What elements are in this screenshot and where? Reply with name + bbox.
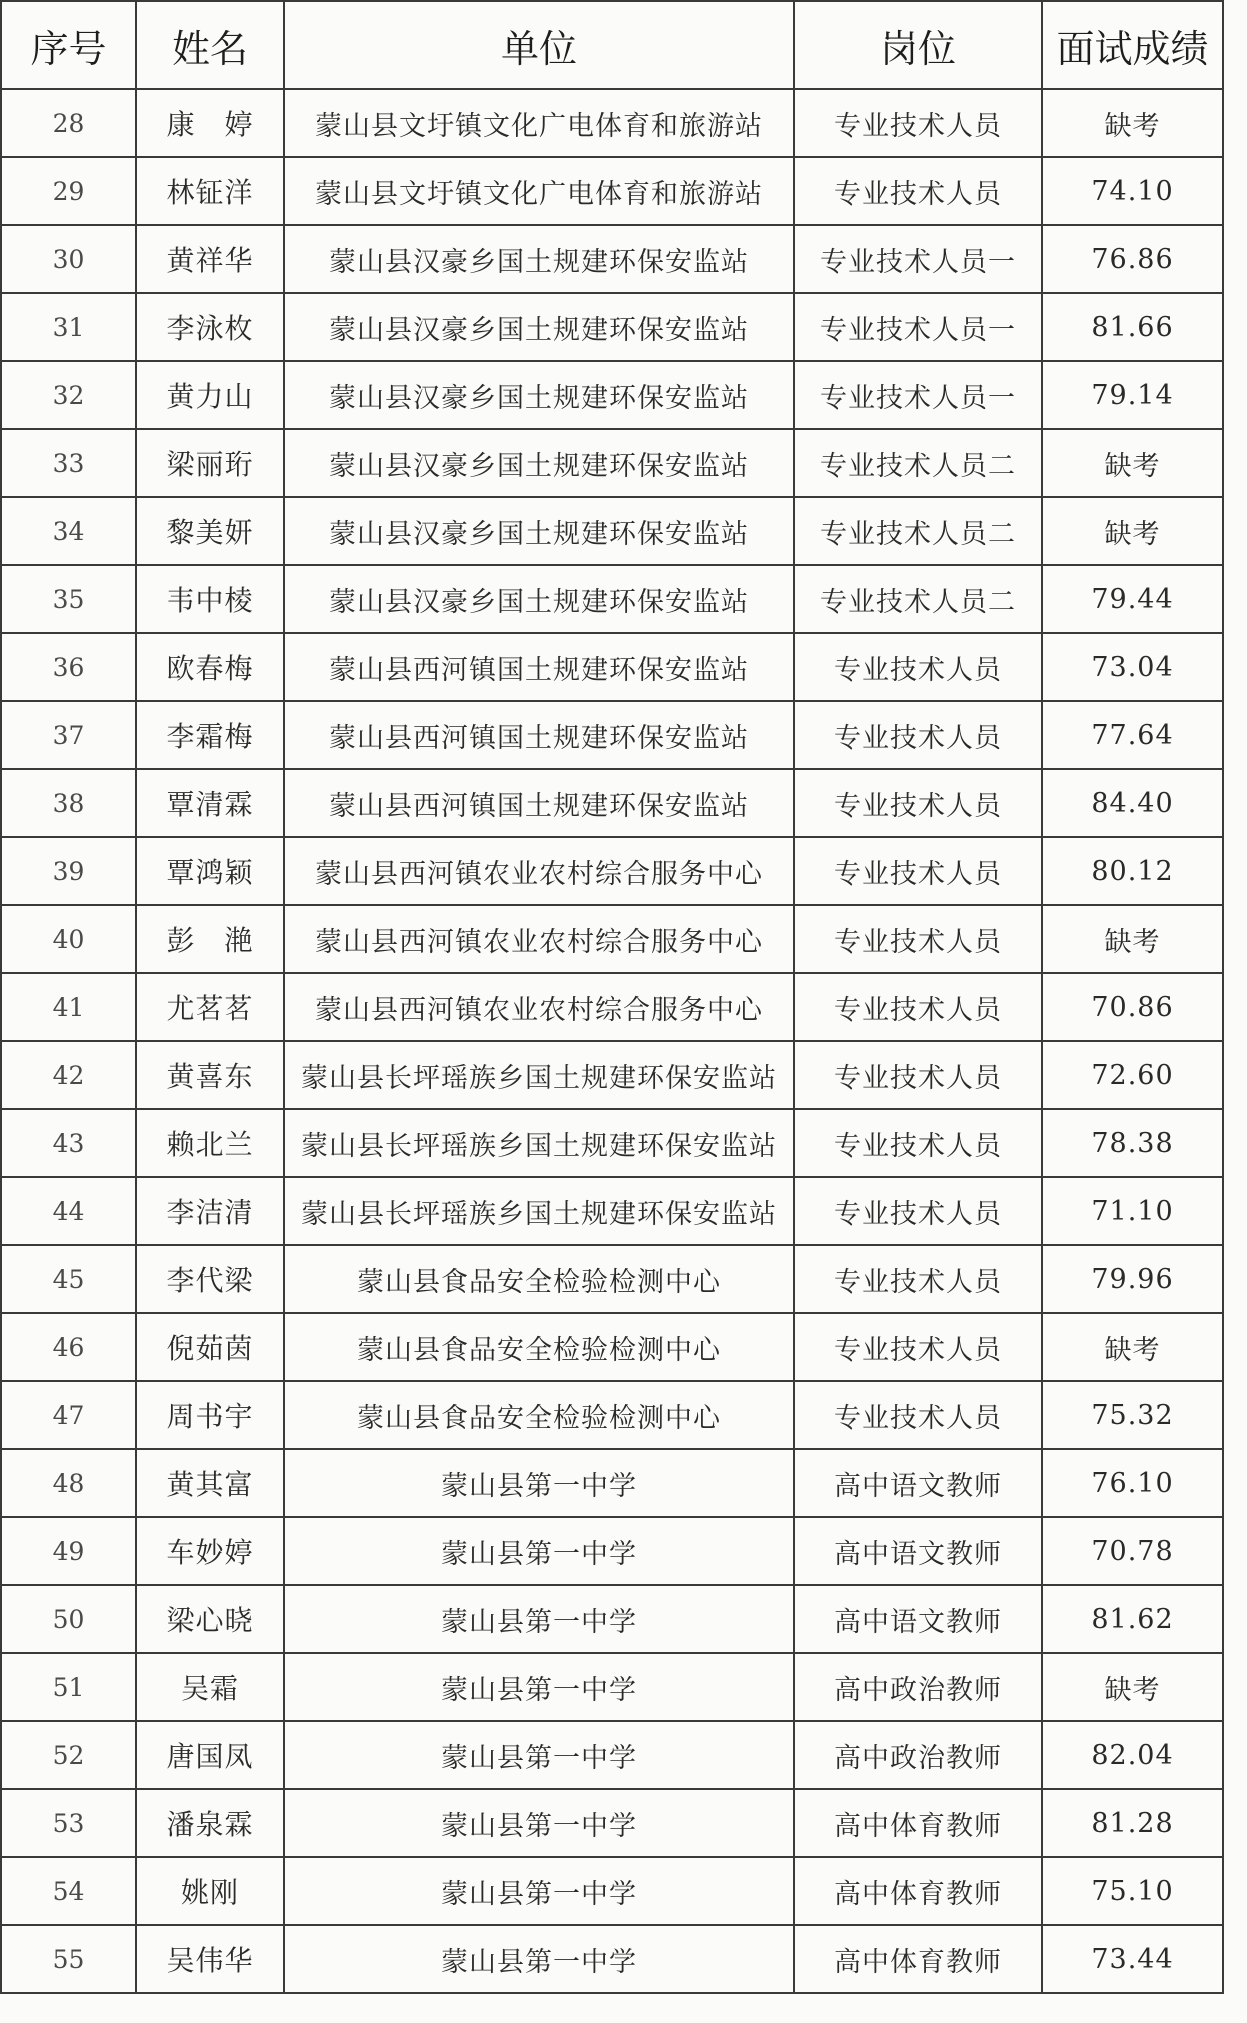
table-row bbox=[1, 361, 1223, 429]
table-row bbox=[1, 497, 1223, 565]
cell-post: 专业技术人员 bbox=[794, 973, 1042, 1041]
cell-name: 车妙婷 bbox=[136, 1517, 284, 1585]
cell-score: 74.10 bbox=[1042, 157, 1223, 225]
cell-score: 73.04 bbox=[1042, 633, 1223, 701]
cell-post: 高中语文教师 bbox=[794, 1449, 1042, 1517]
table-row bbox=[1, 89, 1223, 157]
table-row bbox=[1, 1789, 1223, 1857]
cell-no: 30 bbox=[1, 225, 136, 293]
cell-name: 李霜梅 bbox=[136, 701, 284, 769]
cell-unit: 蒙山县西河镇农业农村综合服务中心 bbox=[284, 973, 794, 1041]
cell-name: 黄力山 bbox=[136, 361, 284, 429]
cell-no: 43 bbox=[1, 1109, 136, 1177]
cell-unit: 蒙山县文圩镇文化广电体育和旅游站 bbox=[284, 157, 794, 225]
table-row bbox=[1, 157, 1223, 225]
table-row bbox=[1, 1381, 1223, 1449]
cell-post: 专业技术人员 bbox=[794, 157, 1042, 225]
header-post: 岗位 bbox=[794, 1, 1042, 89]
cell-unit: 蒙山县食品安全检验检测中心 bbox=[284, 1381, 794, 1449]
cell-no: 29 bbox=[1, 157, 136, 225]
cell-name: 李代梁 bbox=[136, 1245, 284, 1313]
cell-name: 吴伟华 bbox=[136, 1925, 284, 1993]
cell-no: 31 bbox=[1, 293, 136, 361]
cell-no: 49 bbox=[1, 1517, 136, 1585]
table-row bbox=[1, 1449, 1223, 1517]
cell-unit: 蒙山县食品安全检验检测中心 bbox=[284, 1245, 794, 1313]
cell-score: 78.38 bbox=[1042, 1109, 1223, 1177]
cell-name: 覃鸿颖 bbox=[136, 837, 284, 905]
cell-score: 81.62 bbox=[1042, 1585, 1223, 1653]
table-row bbox=[1, 1653, 1223, 1721]
cell-unit: 蒙山县第一中学 bbox=[284, 1789, 794, 1857]
cell-score: 76.86 bbox=[1042, 225, 1223, 293]
cell-no: 45 bbox=[1, 1245, 136, 1313]
table-row bbox=[1, 1857, 1223, 1925]
table-row bbox=[1, 1517, 1223, 1585]
cell-name: 梁丽珩 bbox=[136, 429, 284, 497]
header-name: 姓名 bbox=[136, 1, 284, 89]
table-row bbox=[1, 1109, 1223, 1177]
cell-unit: 蒙山县汉豪乡国土规建环保安监站 bbox=[284, 429, 794, 497]
cell-score: 缺考 bbox=[1042, 905, 1223, 973]
cell-unit: 蒙山县第一中学 bbox=[284, 1857, 794, 1925]
cell-score: 缺考 bbox=[1042, 1653, 1223, 1721]
cell-post: 专业技术人员 bbox=[794, 1109, 1042, 1177]
cell-score: 84.40 bbox=[1042, 769, 1223, 837]
cell-unit: 蒙山县汉豪乡国土规建环保安监站 bbox=[284, 293, 794, 361]
cell-post: 专业技术人员 bbox=[794, 1381, 1042, 1449]
table-row bbox=[1, 1925, 1223, 1993]
cell-unit: 蒙山县西河镇国土规建环保安监站 bbox=[284, 633, 794, 701]
cell-name: 欧春梅 bbox=[136, 633, 284, 701]
cell-score: 缺考 bbox=[1042, 1313, 1223, 1381]
table-row bbox=[1, 1041, 1223, 1109]
header-no: 序号 bbox=[1, 1, 136, 89]
cell-post: 专业技术人员一 bbox=[794, 361, 1042, 429]
cell-no: 33 bbox=[1, 429, 136, 497]
cell-name: 林钲洋 bbox=[136, 157, 284, 225]
cell-name: 覃清霖 bbox=[136, 769, 284, 837]
cell-name: 黎美妍 bbox=[136, 497, 284, 565]
cell-post: 高中体育教师 bbox=[794, 1857, 1042, 1925]
cell-unit: 蒙山县长坪瑶族乡国土规建环保安监站 bbox=[284, 1109, 794, 1177]
cell-unit: 蒙山县长坪瑶族乡国土规建环保安监站 bbox=[284, 1041, 794, 1109]
cell-unit: 蒙山县西河镇农业农村综合服务中心 bbox=[284, 905, 794, 973]
cell-name: 潘泉霖 bbox=[136, 1789, 284, 1857]
table-row bbox=[1, 1313, 1223, 1381]
cell-name: 吴霜 bbox=[136, 1653, 284, 1721]
table-row bbox=[1, 1585, 1223, 1653]
cell-post: 高中语文教师 bbox=[794, 1585, 1042, 1653]
cell-score: 79.44 bbox=[1042, 565, 1223, 633]
cell-score: 缺考 bbox=[1042, 497, 1223, 565]
cell-no: 40 bbox=[1, 905, 136, 973]
table-row bbox=[1, 973, 1223, 1041]
cell-name: 唐国凤 bbox=[136, 1721, 284, 1789]
cell-score: 75.32 bbox=[1042, 1381, 1223, 1449]
cell-post: 专业技术人员二 bbox=[794, 429, 1042, 497]
cell-score: 75.10 bbox=[1042, 1857, 1223, 1925]
cell-name: 黄祥华 bbox=[136, 225, 284, 293]
cell-score: 81.66 bbox=[1042, 293, 1223, 361]
cell-score: 80.12 bbox=[1042, 837, 1223, 905]
cell-post: 专业技术人员 bbox=[794, 701, 1042, 769]
cell-name: 韦中棱 bbox=[136, 565, 284, 633]
cell-score: 缺考 bbox=[1042, 89, 1223, 157]
cell-no: 50 bbox=[1, 1585, 136, 1653]
cell-no: 42 bbox=[1, 1041, 136, 1109]
cell-unit: 蒙山县汉豪乡国土规建环保安监站 bbox=[284, 497, 794, 565]
cell-no: 35 bbox=[1, 565, 136, 633]
cell-unit: 蒙山县汉豪乡国土规建环保安监站 bbox=[284, 565, 794, 633]
cell-score: 81.28 bbox=[1042, 1789, 1223, 1857]
cell-unit: 蒙山县汉豪乡国土规建环保安监站 bbox=[284, 225, 794, 293]
cell-unit: 蒙山县第一中学 bbox=[284, 1517, 794, 1585]
cell-unit: 蒙山县第一中学 bbox=[284, 1721, 794, 1789]
cell-name: 李洁清 bbox=[136, 1177, 284, 1245]
cell-post: 专业技术人员一 bbox=[794, 225, 1042, 293]
header-score: 面试成绩 bbox=[1042, 1, 1223, 89]
cell-score: 71.10 bbox=[1042, 1177, 1223, 1245]
cell-unit: 蒙山县第一中学 bbox=[284, 1585, 794, 1653]
cell-no: 37 bbox=[1, 701, 136, 769]
cell-unit: 蒙山县食品安全检验检测中心 bbox=[284, 1313, 794, 1381]
table-row bbox=[1, 701, 1223, 769]
cell-unit: 蒙山县汉豪乡国土规建环保安监站 bbox=[284, 361, 794, 429]
cell-no: 53 bbox=[1, 1789, 136, 1857]
cell-post: 高中政治教师 bbox=[794, 1721, 1042, 1789]
cell-name: 黄其富 bbox=[136, 1449, 284, 1517]
cell-name: 梁心晓 bbox=[136, 1585, 284, 1653]
cell-name: 黄喜东 bbox=[136, 1041, 284, 1109]
cell-no: 51 bbox=[1, 1653, 136, 1721]
table-row bbox=[1, 769, 1223, 837]
cell-score: 79.96 bbox=[1042, 1245, 1223, 1313]
cell-post: 专业技术人员二 bbox=[794, 497, 1042, 565]
cell-no: 52 bbox=[1, 1721, 136, 1789]
cell-unit: 蒙山县第一中学 bbox=[284, 1653, 794, 1721]
cell-post: 专业技术人员 bbox=[794, 1041, 1042, 1109]
table-row bbox=[1, 293, 1223, 361]
cell-name: 彭 滟 bbox=[136, 905, 284, 973]
table-row bbox=[1, 1177, 1223, 1245]
cell-name: 康 婷 bbox=[136, 89, 284, 157]
cell-score: 82.04 bbox=[1042, 1721, 1223, 1789]
table-row bbox=[1, 837, 1223, 905]
cell-name: 倪茹茵 bbox=[136, 1313, 284, 1381]
table-row bbox=[1, 225, 1223, 293]
cell-no: 55 bbox=[1, 1925, 136, 1993]
cell-unit: 蒙山县第一中学 bbox=[284, 1449, 794, 1517]
cell-score: 70.78 bbox=[1042, 1517, 1223, 1585]
cell-no: 44 bbox=[1, 1177, 136, 1245]
cell-score: 79.14 bbox=[1042, 361, 1223, 429]
table-row bbox=[1, 565, 1223, 633]
cell-unit: 蒙山县长坪瑶族乡国土规建环保安监站 bbox=[284, 1177, 794, 1245]
cell-post: 专业技术人员 bbox=[794, 1313, 1042, 1381]
cell-score: 72.60 bbox=[1042, 1041, 1223, 1109]
cell-post: 专业技术人员一 bbox=[794, 293, 1042, 361]
cell-post: 专业技术人员 bbox=[794, 633, 1042, 701]
cell-post: 专业技术人员 bbox=[794, 905, 1042, 973]
cell-unit: 蒙山县西河镇农业农村综合服务中心 bbox=[284, 837, 794, 905]
cell-no: 48 bbox=[1, 1449, 136, 1517]
cell-no: 28 bbox=[1, 89, 136, 157]
cell-score: 76.10 bbox=[1042, 1449, 1223, 1517]
cell-no: 34 bbox=[1, 497, 136, 565]
cell-post: 高中体育教师 bbox=[794, 1789, 1042, 1857]
table-row bbox=[1, 905, 1223, 973]
cell-post: 专业技术人员 bbox=[794, 837, 1042, 905]
cell-score: 77.64 bbox=[1042, 701, 1223, 769]
cell-no: 32 bbox=[1, 361, 136, 429]
cell-name: 姚刚 bbox=[136, 1857, 284, 1925]
cell-post: 专业技术人员 bbox=[794, 1177, 1042, 1245]
cell-post: 专业技术人员 bbox=[794, 769, 1042, 837]
cell-post: 专业技术人员二 bbox=[794, 565, 1042, 633]
cell-unit: 蒙山县西河镇国土规建环保安监站 bbox=[284, 769, 794, 837]
cell-no: 41 bbox=[1, 973, 136, 1041]
cell-post: 专业技术人员 bbox=[794, 1245, 1042, 1313]
cell-post: 高中语文教师 bbox=[794, 1517, 1042, 1585]
cell-name: 尤茗茗 bbox=[136, 973, 284, 1041]
cell-score: 缺考 bbox=[1042, 429, 1223, 497]
cell-unit: 蒙山县第一中学 bbox=[284, 1925, 794, 1993]
cell-no: 47 bbox=[1, 1381, 136, 1449]
table-row bbox=[1, 633, 1223, 701]
cell-name: 李泳枚 bbox=[136, 293, 284, 361]
table-row bbox=[1, 1245, 1223, 1313]
cell-post: 高中政治教师 bbox=[794, 1653, 1042, 1721]
cell-unit: 蒙山县文圩镇文化广电体育和旅游站 bbox=[284, 89, 794, 157]
cell-post: 高中体育教师 bbox=[794, 1925, 1042, 1993]
cell-score: 70.86 bbox=[1042, 973, 1223, 1041]
cell-no: 39 bbox=[1, 837, 136, 905]
cell-unit: 蒙山县西河镇国土规建环保安监站 bbox=[284, 701, 794, 769]
header-unit: 单位 bbox=[284, 1, 794, 89]
cell-score: 73.44 bbox=[1042, 1925, 1223, 1993]
cell-no: 46 bbox=[1, 1313, 136, 1381]
cell-name: 周书宇 bbox=[136, 1381, 284, 1449]
cell-no: 36 bbox=[1, 633, 136, 701]
cell-post: 专业技术人员 bbox=[794, 89, 1042, 157]
table-row bbox=[1, 1721, 1223, 1789]
table-row bbox=[1, 429, 1223, 497]
cell-name: 赖北兰 bbox=[136, 1109, 284, 1177]
cell-no: 38 bbox=[1, 769, 136, 837]
cell-no: 54 bbox=[1, 1857, 136, 1925]
header-row bbox=[1, 1, 1223, 89]
